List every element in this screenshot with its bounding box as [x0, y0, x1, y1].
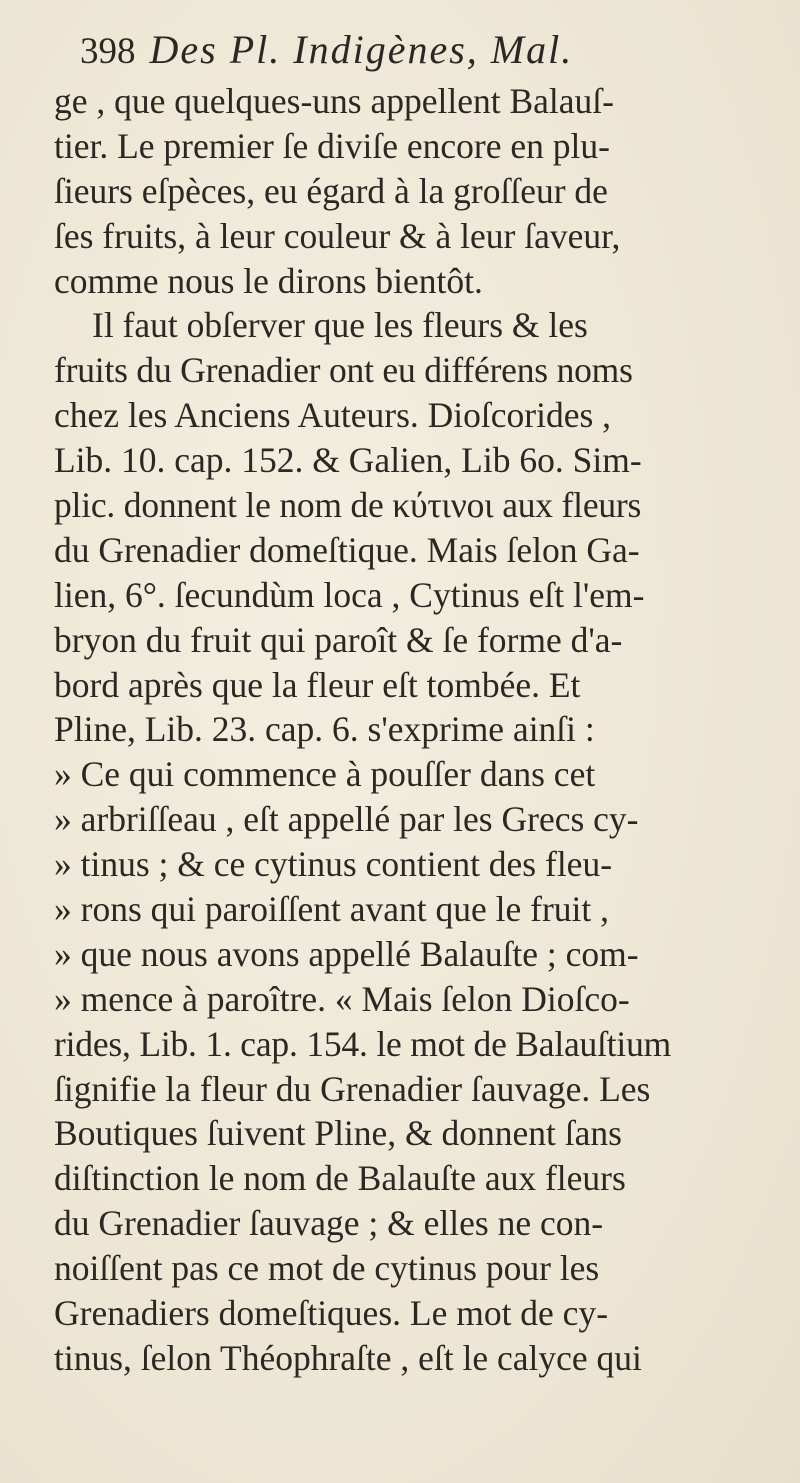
text-line: » Ce qui commence à pouſſer dans cet	[54, 754, 596, 795]
text-line: Lib. 10. cap. 152. & Galien, Lib 6o. Sim-	[54, 440, 642, 481]
text-line: » rons qui paroiſſent avant que le fruit ,	[54, 889, 610, 930]
page-number: 398	[80, 31, 136, 72]
running-title: Des Pl. Indigènes, Mal.	[149, 27, 574, 72]
body-text	[54, 79, 760, 1381]
text-line: tinus, ſelon Théophraſte , eſt le calyce qui	[54, 1337, 642, 1378]
text-line: ge , que quelques-uns appellent Balauſ-	[54, 81, 614, 121]
text-line: Pline, Lib. 23. cap. 6. s'exprime ainſi :	[54, 709, 595, 750]
text-line: » tinus ; & ce cytinus contient des fleu-	[54, 844, 613, 885]
text-line: ſieurs eſpèces, eu égard à la groſſeur de	[54, 170, 608, 211]
text-line: tier. Le premier ſe diviſe encore en plu-	[54, 125, 610, 166]
text-line: lien, 6°. ſecundùm loca , Cytinus eſt l'em-	[54, 574, 645, 615]
text-line: ſignifie la fleur du Grenadier ſauvage. Les	[54, 1068, 651, 1109]
text-line: fruits du Grenadier ont eu différens noms	[54, 350, 633, 391]
text-line: Il faut obſerver que les fleurs & les	[92, 305, 588, 346]
page-header	[80, 26, 760, 76]
text-line: » que nous avons appellé Balauſte ; com-	[54, 933, 639, 974]
text-line: bord après que la fleur eſt tombée. Et	[54, 664, 581, 705]
text-line: plic. donnent le nom de κύτινοι aux fleurs	[54, 485, 642, 526]
text-line: comme nous le dirons bientôt.	[54, 260, 483, 301]
text-line: bryon du fruit qui paroît & ſe forme d'a-	[54, 619, 623, 660]
text-line: diſtinction le nom de Balauſte aux fleurs	[54, 1158, 626, 1199]
text-line: chez les Anciens Auteurs. Dioſcorides ,	[54, 395, 612, 436]
text-line: » arbriſſeau , eſt appellé par les Grecs cy-	[54, 799, 639, 840]
text-line: rides, Lib. 1. cap. 154. le mot de Balauſtium	[54, 1023, 672, 1064]
text-line: Grenadiers domeſtiques. Le mot de cy-	[54, 1293, 609, 1334]
text-line: ſes fruits, à leur couleur & à leur ſaveur,	[54, 215, 621, 256]
text-line: du Grenadier domeſtique. Mais ſelon Ga-	[54, 529, 640, 570]
text-line: noiſſent pas ce mot de cytinus pour les	[54, 1248, 600, 1289]
text-line: » mence à paroître. « Mais ſelon Dioſco-	[54, 978, 630, 1019]
text-line: du Grenadier ſauvage ; & elles ne con-	[54, 1203, 604, 1244]
text-line: Boutiques ſuivent Pline, & donnent ſans	[54, 1113, 622, 1154]
